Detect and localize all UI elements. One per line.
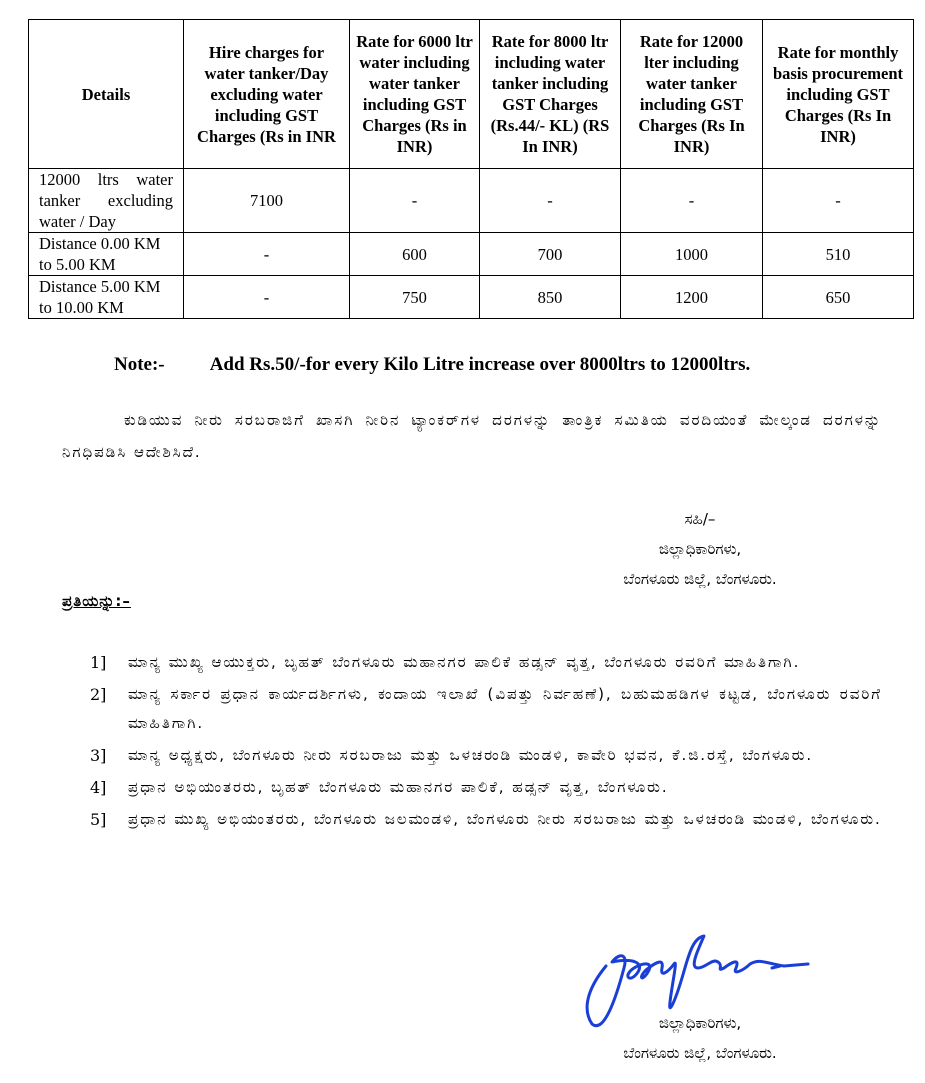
header-rate-monthly: Rate for monthly basis procurement including GST Charges (Rs In INR) [763, 20, 914, 169]
list-item [90, 741, 882, 770]
list-item-text: ಮಾನ್ಯ ಮುಖ್ಯ ಆಯುಕ್ತರು, ಬೃಹತ್ ಬೆಂಗಳೂರು ಮಹಾನಗರ ಪಾಲಿಕೆ ಹಡ್ಸನ್ ವೃತ್ತ, ಬೆಂಗಳೂರು ರವರಿಗೆ ಮಾಹಿತಿಗಾಗಿ. [128, 653, 801, 671]
table-cell: 1200 [621, 276, 763, 319]
list-item [90, 648, 882, 677]
list-item-text: ಮಾನ್ಯ ಸರ್ಕಾರ ಪ್ರಧಾನ ಕಾರ್ಯದರ್ಶಿಗಳು, ಕಂದಾಯ ಇಲಾಖೆ (ವಿಪತ್ತು ನಿರ್ವಹಣೆ), ಬಹುಮಹಡಿಗಳ ಕಟ್ಟಡ, ಬೆಂಗಳೂರು ರವರಿಗೆ ಮಾಹಿತಿಗಾಗಿ. [128, 685, 882, 732]
signed-designation: ಜಿಲ್ಲಾಧಿಕಾರಿಗಳು, [658, 540, 742, 558]
header-details: Details [29, 20, 184, 169]
table-cell: 650 [763, 276, 914, 319]
table-cell: 600 [350, 233, 480, 276]
list-item-text: ಪ್ರಧಾನ ಅಭಿಯಂತರರು, ಬೃಹತ್ ಬೆಂಗಳೂರು ಮಹಾನಗರ ಪಾಲಿಕೆ, ಹಡ್ಸನ್ ವೃತ್ತ, ಬೆಂಗಳೂರು. [128, 778, 669, 796]
table-cell: - [621, 169, 763, 233]
note-text: Add Rs.50/-for every Kilo Litre increase over 8000ltrs to 12000ltrs. [209, 354, 751, 375]
signature-block [540, 1008, 860, 1068]
list-item-number: 4] [90, 778, 107, 797]
table-cell: 750 [350, 276, 480, 319]
list-item [90, 680, 882, 738]
table-cell: 850 [480, 276, 621, 319]
table-cell: Distance 5.00 KM to 10.00 KM [29, 276, 184, 319]
table-cell: - [480, 169, 621, 233]
table-cell: - [184, 276, 350, 319]
list-item-text: ಪ್ರಧಾನ ಮುಖ್ಯ ಅಭಿಯಂತರರು, ಬೆಂಗಳೂರು ಜಲಮಂಡಳಿ, ಬೆಂಗಳೂರು ನೀರು ಸರಬರಾಜು ಮತ್ತು ಒಳಚರಂಡಿ ಮಂಡಳಿ, ಬೆಂಗಳೂರು. [128, 810, 882, 828]
list-item-number: 1] [90, 653, 107, 672]
list-item-number: 2] [90, 685, 107, 704]
table-cell: 12000 ltrs water tanker excluding water / Day [29, 169, 184, 233]
note-label: Note:- [114, 354, 165, 375]
list-item [90, 773, 882, 802]
table-row [29, 169, 914, 233]
list-item-number: 5] [90, 810, 107, 829]
table-cell: 510 [763, 233, 914, 276]
list-item-number: 3] [90, 746, 107, 765]
header-rate-8000: Rate for 8000 ltr including water tanker including GST Charges (Rs.44/- KL) (RS In INR) [480, 20, 621, 169]
table-cell: - [350, 169, 480, 233]
table-cell: - [763, 169, 914, 233]
table-cell: 700 [480, 233, 621, 276]
copies-list [90, 648, 882, 837]
list-item-text: ಮಾನ್ಯ ಅಧ್ಯಕ್ಷರು, ಬೆಂಗಳೂರು ನೀರು ಸರಬರಾಜು ಮತ್ತು ಒಳಚರಂಡಿ ಮಂಡಳಿ, ಕಾವೇರಿ ಭವನ, ಕೆ.ಜಿ.ರಸ್ತೆ, ಬೆಂಗಳೂರು. [128, 746, 814, 764]
signed-block [540, 504, 860, 594]
table-cell: 7100 [184, 169, 350, 233]
table-row [29, 233, 914, 276]
header-hire-charges: Hire charges for water tanker/Day excluding water including GST Charges (Rs in INR [184, 20, 350, 169]
signature-designation: ಜಿಲ್ಲಾಧಿಕಾರಿಗಳು, [658, 1014, 742, 1032]
list-item [90, 805, 882, 834]
copies-title: ಪ್ರತಿಯನ್ನು:– [62, 592, 131, 610]
table-cell: Distance 0.00 KM to 5.00 KM [29, 233, 184, 276]
signed-mark: ಸಹಿ/– [684, 510, 716, 528]
header-rate-6000: Rate for 6000 ltr water including water tanker including GST Charges (Rs in INR) [350, 20, 480, 169]
table-header-row [29, 20, 914, 169]
header-rate-12000: Rate for 12000 lter including water tanker including GST Charges (Rs In INR) [621, 20, 763, 169]
table-cell: - [184, 233, 350, 276]
note [114, 354, 750, 376]
table-cell: 1000 [621, 233, 763, 276]
order-paragraph: ಕುಡಿಯುವ ನೀರು ಸರಬರಾಜಿಗೆ ಖಾಸಗಿ ನೀರಿನ ಟ್ಯಾಂಕರ್‌ಗಳ ದರಗಳನ್ನು ತಾಂತ್ರಿಕ ಸಮಿತಿಯ ವರದಿಯಂತೆ ಮೇಲ್ಕಂಡ ದರಗಳನ್ನು ನಿಗಧಿಪಡಿಸಿ ಆದೇಶಿಸಿದೆ. [62, 411, 882, 461]
table-row [29, 276, 914, 319]
signature-office: ಬೆಂಗಳೂರು ಜಿಲ್ಲೆ, ಬೆಂಗಳೂರು. [623, 1044, 777, 1062]
rates-table [28, 19, 914, 319]
signed-office: ಬೆಂಗಳೂರು ಜಿಲ್ಲೆ, ಬೆಂಗಳೂರು. [623, 570, 777, 588]
